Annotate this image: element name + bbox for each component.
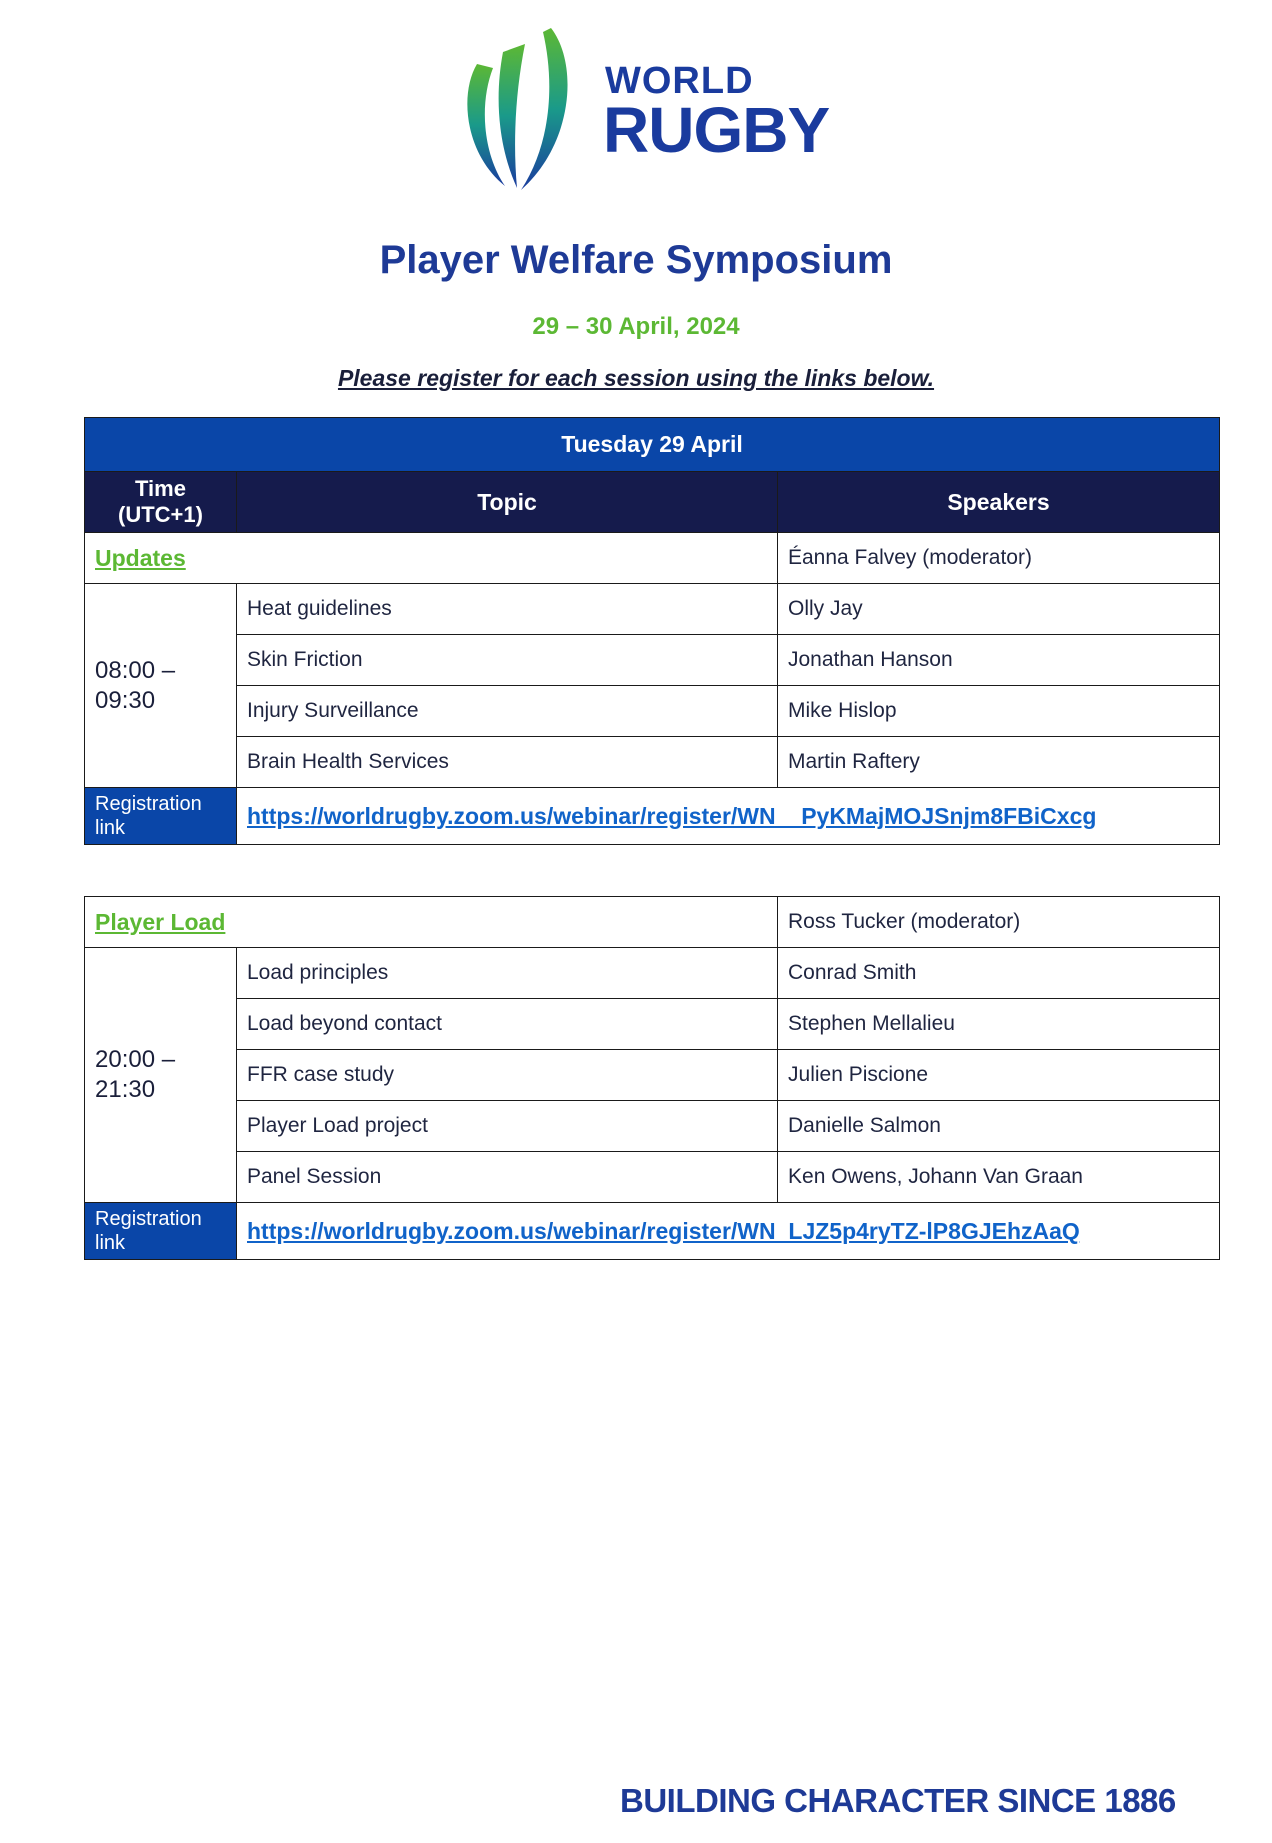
moderator: Ross Tucker (moderator) <box>778 897 1220 948</box>
table-row <box>85 686 1220 737</box>
logo-word-rugby: RUGBY <box>603 94 830 166</box>
table-row <box>85 948 1220 999</box>
registration-row <box>85 1203 1220 1260</box>
schedule-table-updates <box>84 417 1220 845</box>
logo-word-world: WORLD <box>605 60 754 102</box>
event-dates: 29 – 30 April, 2024 <box>532 313 740 340</box>
topic-cell: Player Load project <box>237 1101 778 1152</box>
column-header-topic: Topic <box>237 472 778 533</box>
speaker-cell: Danielle Salmon <box>778 1101 1220 1152</box>
topic-cell: FFR case study <box>237 1050 778 1101</box>
speaker-cell: Conrad Smith <box>778 948 1220 999</box>
column-header-row <box>85 472 1220 533</box>
table-row <box>85 1101 1220 1152</box>
registration-label: Registration link <box>85 1203 237 1260</box>
table-row <box>85 999 1220 1050</box>
world-rugby-logo <box>455 24 830 194</box>
speaker-cell: Ken Owens, Johann Van Graan <box>778 1152 1220 1203</box>
table-row <box>85 635 1220 686</box>
speaker-cell: Olly Jay <box>778 584 1220 635</box>
section-title: Updates <box>85 533 778 584</box>
registration-note: Please register for each session using the links below. <box>337 365 935 391</box>
topic-cell: Load principles <box>237 948 778 999</box>
registration-row <box>85 788 1220 845</box>
day-label: Tuesday 29 April <box>85 418 1220 472</box>
section-row <box>85 533 1220 584</box>
table-row <box>85 737 1220 788</box>
section-title: Player Load <box>85 897 778 948</box>
column-header-time: Time (UTC+1) <box>85 472 237 533</box>
topic-cell: Panel Session <box>237 1152 778 1203</box>
rugby-ball-logo-icon <box>455 24 595 194</box>
speaker-cell: Mike Hislop <box>778 686 1220 737</box>
registration-label: Registration link <box>85 788 237 845</box>
schedule-table-player-load <box>84 896 1220 1260</box>
session-time: 08:00 – 09:30 <box>85 584 237 788</box>
footer-tagline: BUILDING CHARACTER SINCE 1886 <box>620 1782 1176 1819</box>
speaker-cell: Stephen Mellalieu <box>778 999 1220 1050</box>
registration-link[interactable]: https://worldrugby.zoom.us/webinar/register/WN__PyKMajMOJSnjm8FBiCxcg <box>237 788 1220 845</box>
speaker-cell: Martin Raftery <box>778 737 1220 788</box>
topic-cell: Skin Friction <box>237 635 778 686</box>
day-header-row <box>85 418 1220 472</box>
page-title: Player Welfare Symposium <box>379 238 893 282</box>
registration-link[interactable]: https://worldrugby.zoom.us/webinar/register/WN_LJZ5p4ryTZ-lP8GJEhzAaQ <box>237 1203 1220 1260</box>
table-row <box>85 1152 1220 1203</box>
session-time: 20:00 – 21:30 <box>85 948 237 1203</box>
topic-cell: Load beyond contact <box>237 999 778 1050</box>
section-row <box>85 897 1220 948</box>
speaker-cell: Julien Piscione <box>778 1050 1220 1101</box>
speaker-cell: Jonathan Hanson <box>778 635 1220 686</box>
topic-cell: Brain Health Services <box>237 737 778 788</box>
column-header-speakers: Speakers <box>778 472 1220 533</box>
table-row <box>85 1050 1220 1101</box>
topic-cell: Heat guidelines <box>237 584 778 635</box>
table-row <box>85 584 1220 635</box>
topic-cell: Injury Surveillance <box>237 686 778 737</box>
moderator: Éanna Falvey (moderator) <box>778 533 1220 584</box>
